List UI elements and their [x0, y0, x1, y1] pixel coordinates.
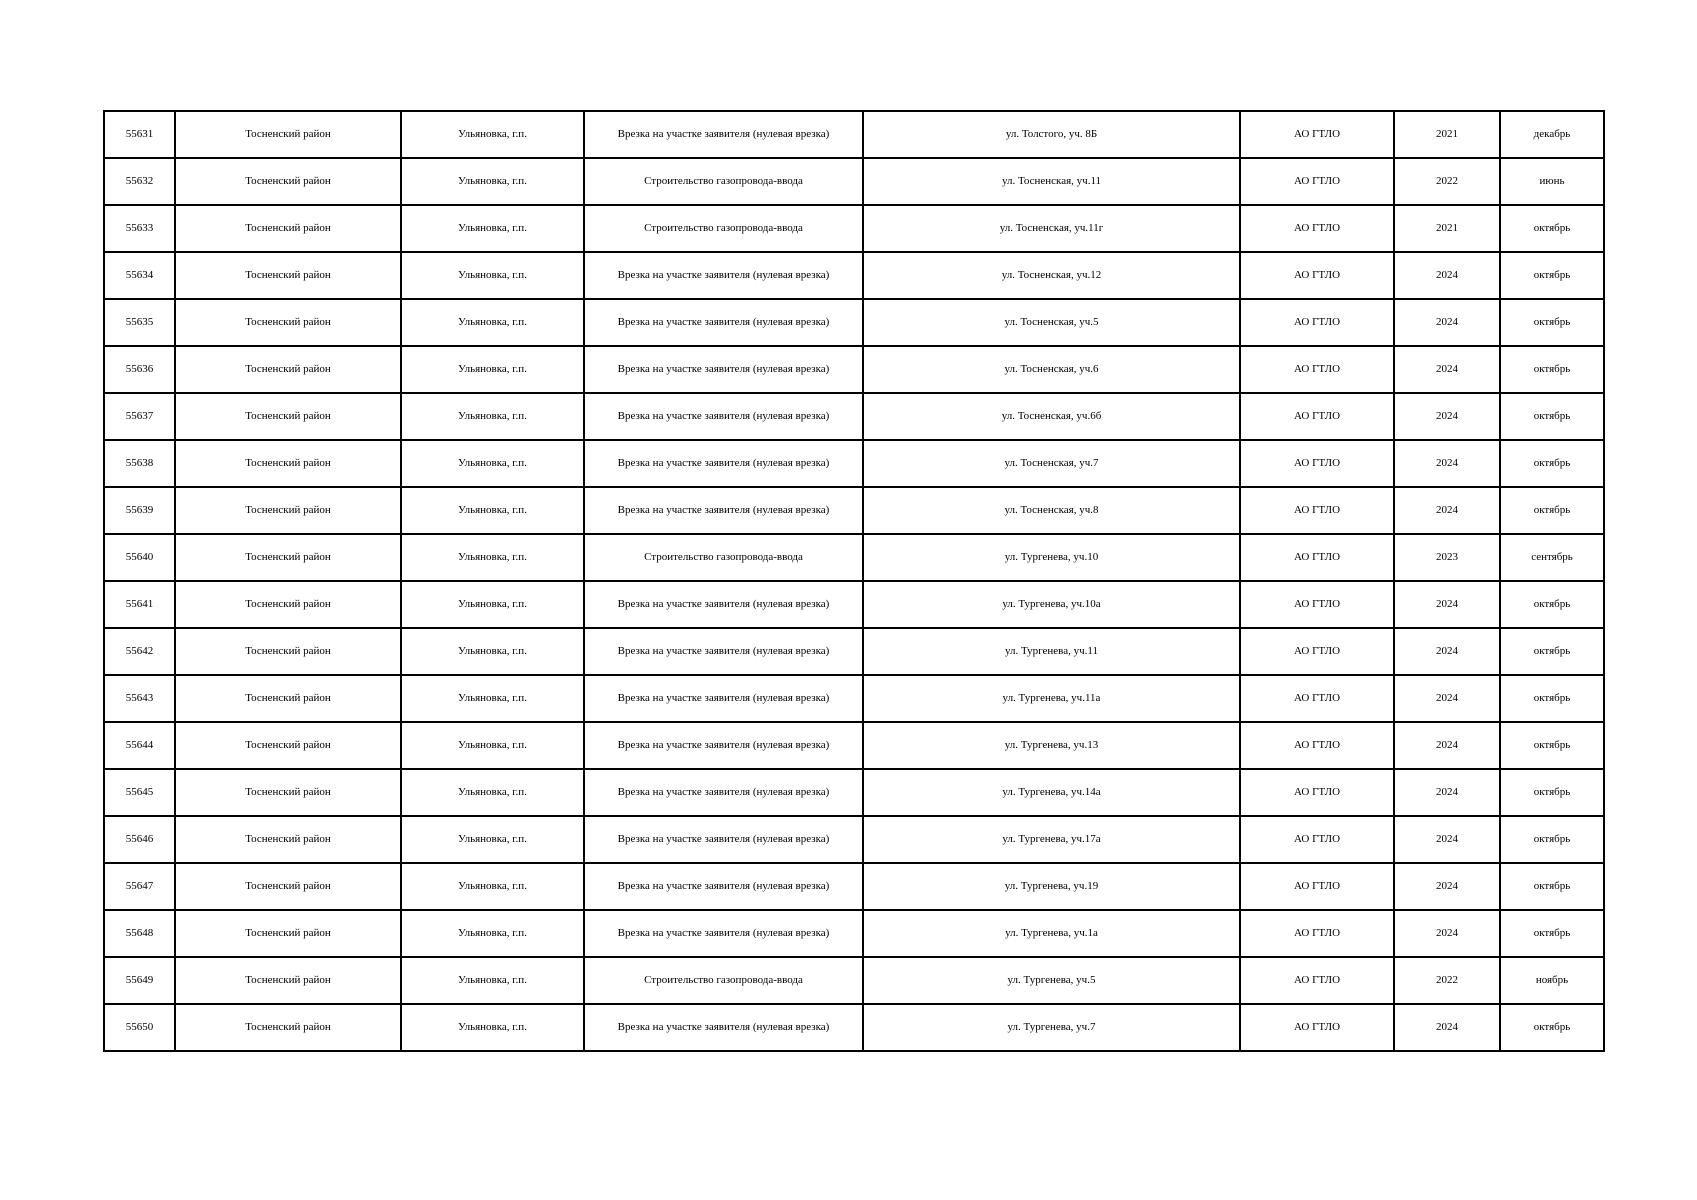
table-body: [104, 111, 1604, 1051]
table-row: [104, 816, 1604, 863]
cell-organization: АО ГТЛО: [1240, 581, 1394, 628]
table-row: [104, 252, 1604, 299]
cell-year: 2024: [1394, 675, 1500, 722]
table-row: [104, 581, 1604, 628]
cell-settlement: Ульяновка, г.п.: [401, 487, 584, 534]
cell-work-type: Врезка на участке заявителя (нулевая врезка): [584, 440, 863, 487]
cell-district: Тосненский район: [175, 628, 401, 675]
cell-month: сентябрь: [1500, 534, 1604, 581]
table-row: [104, 1004, 1604, 1051]
cell-id: 55636: [104, 346, 175, 393]
cell-work-type: Врезка на участке заявителя (нулевая врезка): [584, 1004, 863, 1051]
cell-id: 55645: [104, 769, 175, 816]
cell-year: 2024: [1394, 769, 1500, 816]
cell-year: 2024: [1394, 299, 1500, 346]
cell-id: 55640: [104, 534, 175, 581]
cell-id: 55646: [104, 816, 175, 863]
cell-settlement: Ульяновка, г.п.: [401, 675, 584, 722]
table-row: [104, 910, 1604, 957]
cell-address: ул. Тургенева, уч.5: [863, 957, 1240, 1004]
cell-organization: АО ГТЛО: [1240, 205, 1394, 252]
cell-work-type: Врезка на участке заявителя (нулевая врезка): [584, 628, 863, 675]
cell-settlement: Ульяновка, г.п.: [401, 299, 584, 346]
cell-address: ул. Тосненская, уч.6б: [863, 393, 1240, 440]
cell-district: Тосненский район: [175, 252, 401, 299]
cell-id: 55650: [104, 1004, 175, 1051]
table-row: [104, 205, 1604, 252]
cell-district: Тосненский район: [175, 581, 401, 628]
cell-address: ул. Тосненская, уч.6: [863, 346, 1240, 393]
cell-month: июнь: [1500, 158, 1604, 205]
cell-address: ул. Тосненская, уч.8: [863, 487, 1240, 534]
cell-settlement: Ульяновка, г.п.: [401, 957, 584, 1004]
table-row: [104, 863, 1604, 910]
cell-id: 55649: [104, 957, 175, 1004]
cell-district: Тосненский район: [175, 158, 401, 205]
cell-month: октябрь: [1500, 205, 1604, 252]
cell-organization: АО ГТЛО: [1240, 111, 1394, 158]
cell-year: 2024: [1394, 628, 1500, 675]
cell-address: ул. Тургенева, уч.10а: [863, 581, 1240, 628]
cell-settlement: Ульяновка, г.п.: [401, 628, 584, 675]
cell-address: ул. Тургенева, уч.11: [863, 628, 1240, 675]
cell-id: 55635: [104, 299, 175, 346]
cell-year: 2024: [1394, 863, 1500, 910]
cell-district: Тосненский район: [175, 675, 401, 722]
cell-organization: АО ГТЛО: [1240, 957, 1394, 1004]
cell-district: Тосненский район: [175, 346, 401, 393]
cell-id: 55641: [104, 581, 175, 628]
cell-settlement: Ульяновка, г.п.: [401, 252, 584, 299]
cell-work-type: Врезка на участке заявителя (нулевая врезка): [584, 346, 863, 393]
cell-work-type: Врезка на участке заявителя (нулевая врезка): [584, 581, 863, 628]
cell-settlement: Ульяновка, г.п.: [401, 910, 584, 957]
cell-address: ул. Толстого, уч. 8Б: [863, 111, 1240, 158]
table-row: [104, 769, 1604, 816]
cell-id: 55644: [104, 722, 175, 769]
cell-address: ул. Тургенева, уч.19: [863, 863, 1240, 910]
cell-month: октябрь: [1500, 863, 1604, 910]
cell-year: 2023: [1394, 534, 1500, 581]
table-row: [104, 393, 1604, 440]
cell-month: октябрь: [1500, 346, 1604, 393]
cell-settlement: Ульяновка, г.п.: [401, 534, 584, 581]
cell-address: ул. Тосненская, уч.11г: [863, 205, 1240, 252]
cell-organization: АО ГТЛО: [1240, 722, 1394, 769]
cell-work-type: Врезка на участке заявителя (нулевая врезка): [584, 111, 863, 158]
cell-id: 55633: [104, 205, 175, 252]
cell-address: ул. Тургенева, уч.1а: [863, 910, 1240, 957]
cell-work-type: Строительство газопровода-ввода: [584, 957, 863, 1004]
cell-month: ноябрь: [1500, 957, 1604, 1004]
cell-month: октябрь: [1500, 722, 1604, 769]
cell-work-type: Врезка на участке заявителя (нулевая врезка): [584, 675, 863, 722]
cell-year: 2024: [1394, 252, 1500, 299]
cell-year: 2021: [1394, 111, 1500, 158]
table-row: [104, 346, 1604, 393]
table-row: [104, 158, 1604, 205]
cell-organization: АО ГТЛО: [1240, 816, 1394, 863]
cell-district: Тосненский район: [175, 722, 401, 769]
cell-id: 55647: [104, 863, 175, 910]
table-row: [104, 487, 1604, 534]
cell-organization: АО ГТЛО: [1240, 252, 1394, 299]
cell-work-type: Строительство газопровода-ввода: [584, 158, 863, 205]
cell-month: октябрь: [1500, 769, 1604, 816]
cell-month: октябрь: [1500, 393, 1604, 440]
cell-work-type: Врезка на участке заявителя (нулевая врезка): [584, 722, 863, 769]
cell-work-type: Врезка на участке заявителя (нулевая врезка): [584, 299, 863, 346]
cell-month: октябрь: [1500, 628, 1604, 675]
table-row: [104, 299, 1604, 346]
cell-address: ул. Тургенева, уч.11а: [863, 675, 1240, 722]
cell-organization: АО ГТЛО: [1240, 487, 1394, 534]
cell-year: 2024: [1394, 581, 1500, 628]
cell-address: ул. Тосненская, уч.5: [863, 299, 1240, 346]
cell-id: 55642: [104, 628, 175, 675]
cell-id: 55637: [104, 393, 175, 440]
table-row: [104, 628, 1604, 675]
table-row: [104, 534, 1604, 581]
cell-settlement: Ульяновка, г.п.: [401, 440, 584, 487]
cell-month: октябрь: [1500, 1004, 1604, 1051]
cell-settlement: Ульяновка, г.п.: [401, 205, 584, 252]
cell-year: 2022: [1394, 957, 1500, 1004]
cell-settlement: Ульяновка, г.п.: [401, 111, 584, 158]
cell-month: октябрь: [1500, 440, 1604, 487]
cell-address: ул. Тургенева, уч.10: [863, 534, 1240, 581]
cell-settlement: Ульяновка, г.п.: [401, 346, 584, 393]
cell-settlement: Ульяновка, г.п.: [401, 581, 584, 628]
cell-work-type: Строительство газопровода-ввода: [584, 205, 863, 252]
cell-work-type: Врезка на участке заявителя (нулевая врезка): [584, 769, 863, 816]
cell-settlement: Ульяновка, г.п.: [401, 722, 584, 769]
cell-organization: АО ГТЛО: [1240, 158, 1394, 205]
cell-year: 2024: [1394, 1004, 1500, 1051]
cell-settlement: Ульяновка, г.п.: [401, 769, 584, 816]
cell-work-type: Врезка на участке заявителя (нулевая врезка): [584, 252, 863, 299]
cell-year: 2024: [1394, 722, 1500, 769]
cell-address: ул. Тургенева, уч.17а: [863, 816, 1240, 863]
cell-settlement: Ульяновка, г.п.: [401, 863, 584, 910]
cell-district: Тосненский район: [175, 111, 401, 158]
cell-address: ул. Тургенева, уч.14а: [863, 769, 1240, 816]
cell-year: 2024: [1394, 393, 1500, 440]
cell-district: Тосненский район: [175, 1004, 401, 1051]
cell-month: октябрь: [1500, 675, 1604, 722]
gasification-table: [103, 110, 1605, 1052]
cell-year: 2024: [1394, 346, 1500, 393]
cell-address: ул. Тосненская, уч.7: [863, 440, 1240, 487]
cell-month: октябрь: [1500, 299, 1604, 346]
cell-year: 2022: [1394, 158, 1500, 205]
cell-month: декабрь: [1500, 111, 1604, 158]
table-row: [104, 675, 1604, 722]
cell-work-type: Врезка на участке заявителя (нулевая врезка): [584, 910, 863, 957]
cell-id: 55643: [104, 675, 175, 722]
cell-organization: АО ГТЛО: [1240, 299, 1394, 346]
cell-month: октябрь: [1500, 252, 1604, 299]
cell-month: октябрь: [1500, 581, 1604, 628]
cell-year: 2024: [1394, 440, 1500, 487]
cell-organization: АО ГТЛО: [1240, 675, 1394, 722]
cell-id: 55632: [104, 158, 175, 205]
cell-organization: АО ГТЛО: [1240, 628, 1394, 675]
cell-organization: АО ГТЛО: [1240, 1004, 1394, 1051]
table-row: [104, 440, 1604, 487]
cell-work-type: Врезка на участке заявителя (нулевая врезка): [584, 816, 863, 863]
cell-year: 2024: [1394, 910, 1500, 957]
cell-id: 55639: [104, 487, 175, 534]
cell-id: 55648: [104, 910, 175, 957]
cell-organization: АО ГТЛО: [1240, 863, 1394, 910]
cell-district: Тосненский район: [175, 299, 401, 346]
cell-district: Тосненский район: [175, 863, 401, 910]
cell-id: 55634: [104, 252, 175, 299]
cell-settlement: Ульяновка, г.п.: [401, 816, 584, 863]
cell-address: ул. Тосненская, уч.11: [863, 158, 1240, 205]
cell-organization: АО ГТЛО: [1240, 393, 1394, 440]
cell-address: ул. Тургенева, уч.7: [863, 1004, 1240, 1051]
cell-address: ул. Тосненская, уч.12: [863, 252, 1240, 299]
cell-district: Тосненский район: [175, 816, 401, 863]
cell-organization: АО ГТЛО: [1240, 346, 1394, 393]
cell-district: Тосненский район: [175, 440, 401, 487]
cell-district: Тосненский район: [175, 393, 401, 440]
cell-year: 2021: [1394, 205, 1500, 252]
cell-organization: АО ГТЛО: [1240, 769, 1394, 816]
table-row: [104, 111, 1604, 158]
cell-settlement: Ульяновка, г.п.: [401, 393, 584, 440]
cell-month: октябрь: [1500, 816, 1604, 863]
cell-year: 2024: [1394, 487, 1500, 534]
table-row: [104, 957, 1604, 1004]
cell-address: ул. Тургенева, уч.13: [863, 722, 1240, 769]
cell-organization: АО ГТЛО: [1240, 440, 1394, 487]
cell-work-type: Врезка на участке заявителя (нулевая врезка): [584, 863, 863, 910]
cell-district: Тосненский район: [175, 769, 401, 816]
cell-id: 55638: [104, 440, 175, 487]
cell-year: 2024: [1394, 816, 1500, 863]
cell-month: октябрь: [1500, 910, 1604, 957]
cell-organization: АО ГТЛО: [1240, 910, 1394, 957]
cell-district: Тосненский район: [175, 534, 401, 581]
cell-district: Тосненский район: [175, 957, 401, 1004]
cell-district: Тосненский район: [175, 910, 401, 957]
cell-organization: АО ГТЛО: [1240, 534, 1394, 581]
cell-work-type: Врезка на участке заявителя (нулевая врезка): [584, 487, 863, 534]
cell-settlement: Ульяновка, г.п.: [401, 158, 584, 205]
cell-id: 55631: [104, 111, 175, 158]
cell-settlement: Ульяновка, г.п.: [401, 1004, 584, 1051]
table-row: [104, 722, 1604, 769]
cell-work-type: Врезка на участке заявителя (нулевая врезка): [584, 393, 863, 440]
cell-district: Тосненский район: [175, 487, 401, 534]
cell-work-type: Строительство газопровода-ввода: [584, 534, 863, 581]
cell-month: октябрь: [1500, 487, 1604, 534]
cell-district: Тосненский район: [175, 205, 401, 252]
